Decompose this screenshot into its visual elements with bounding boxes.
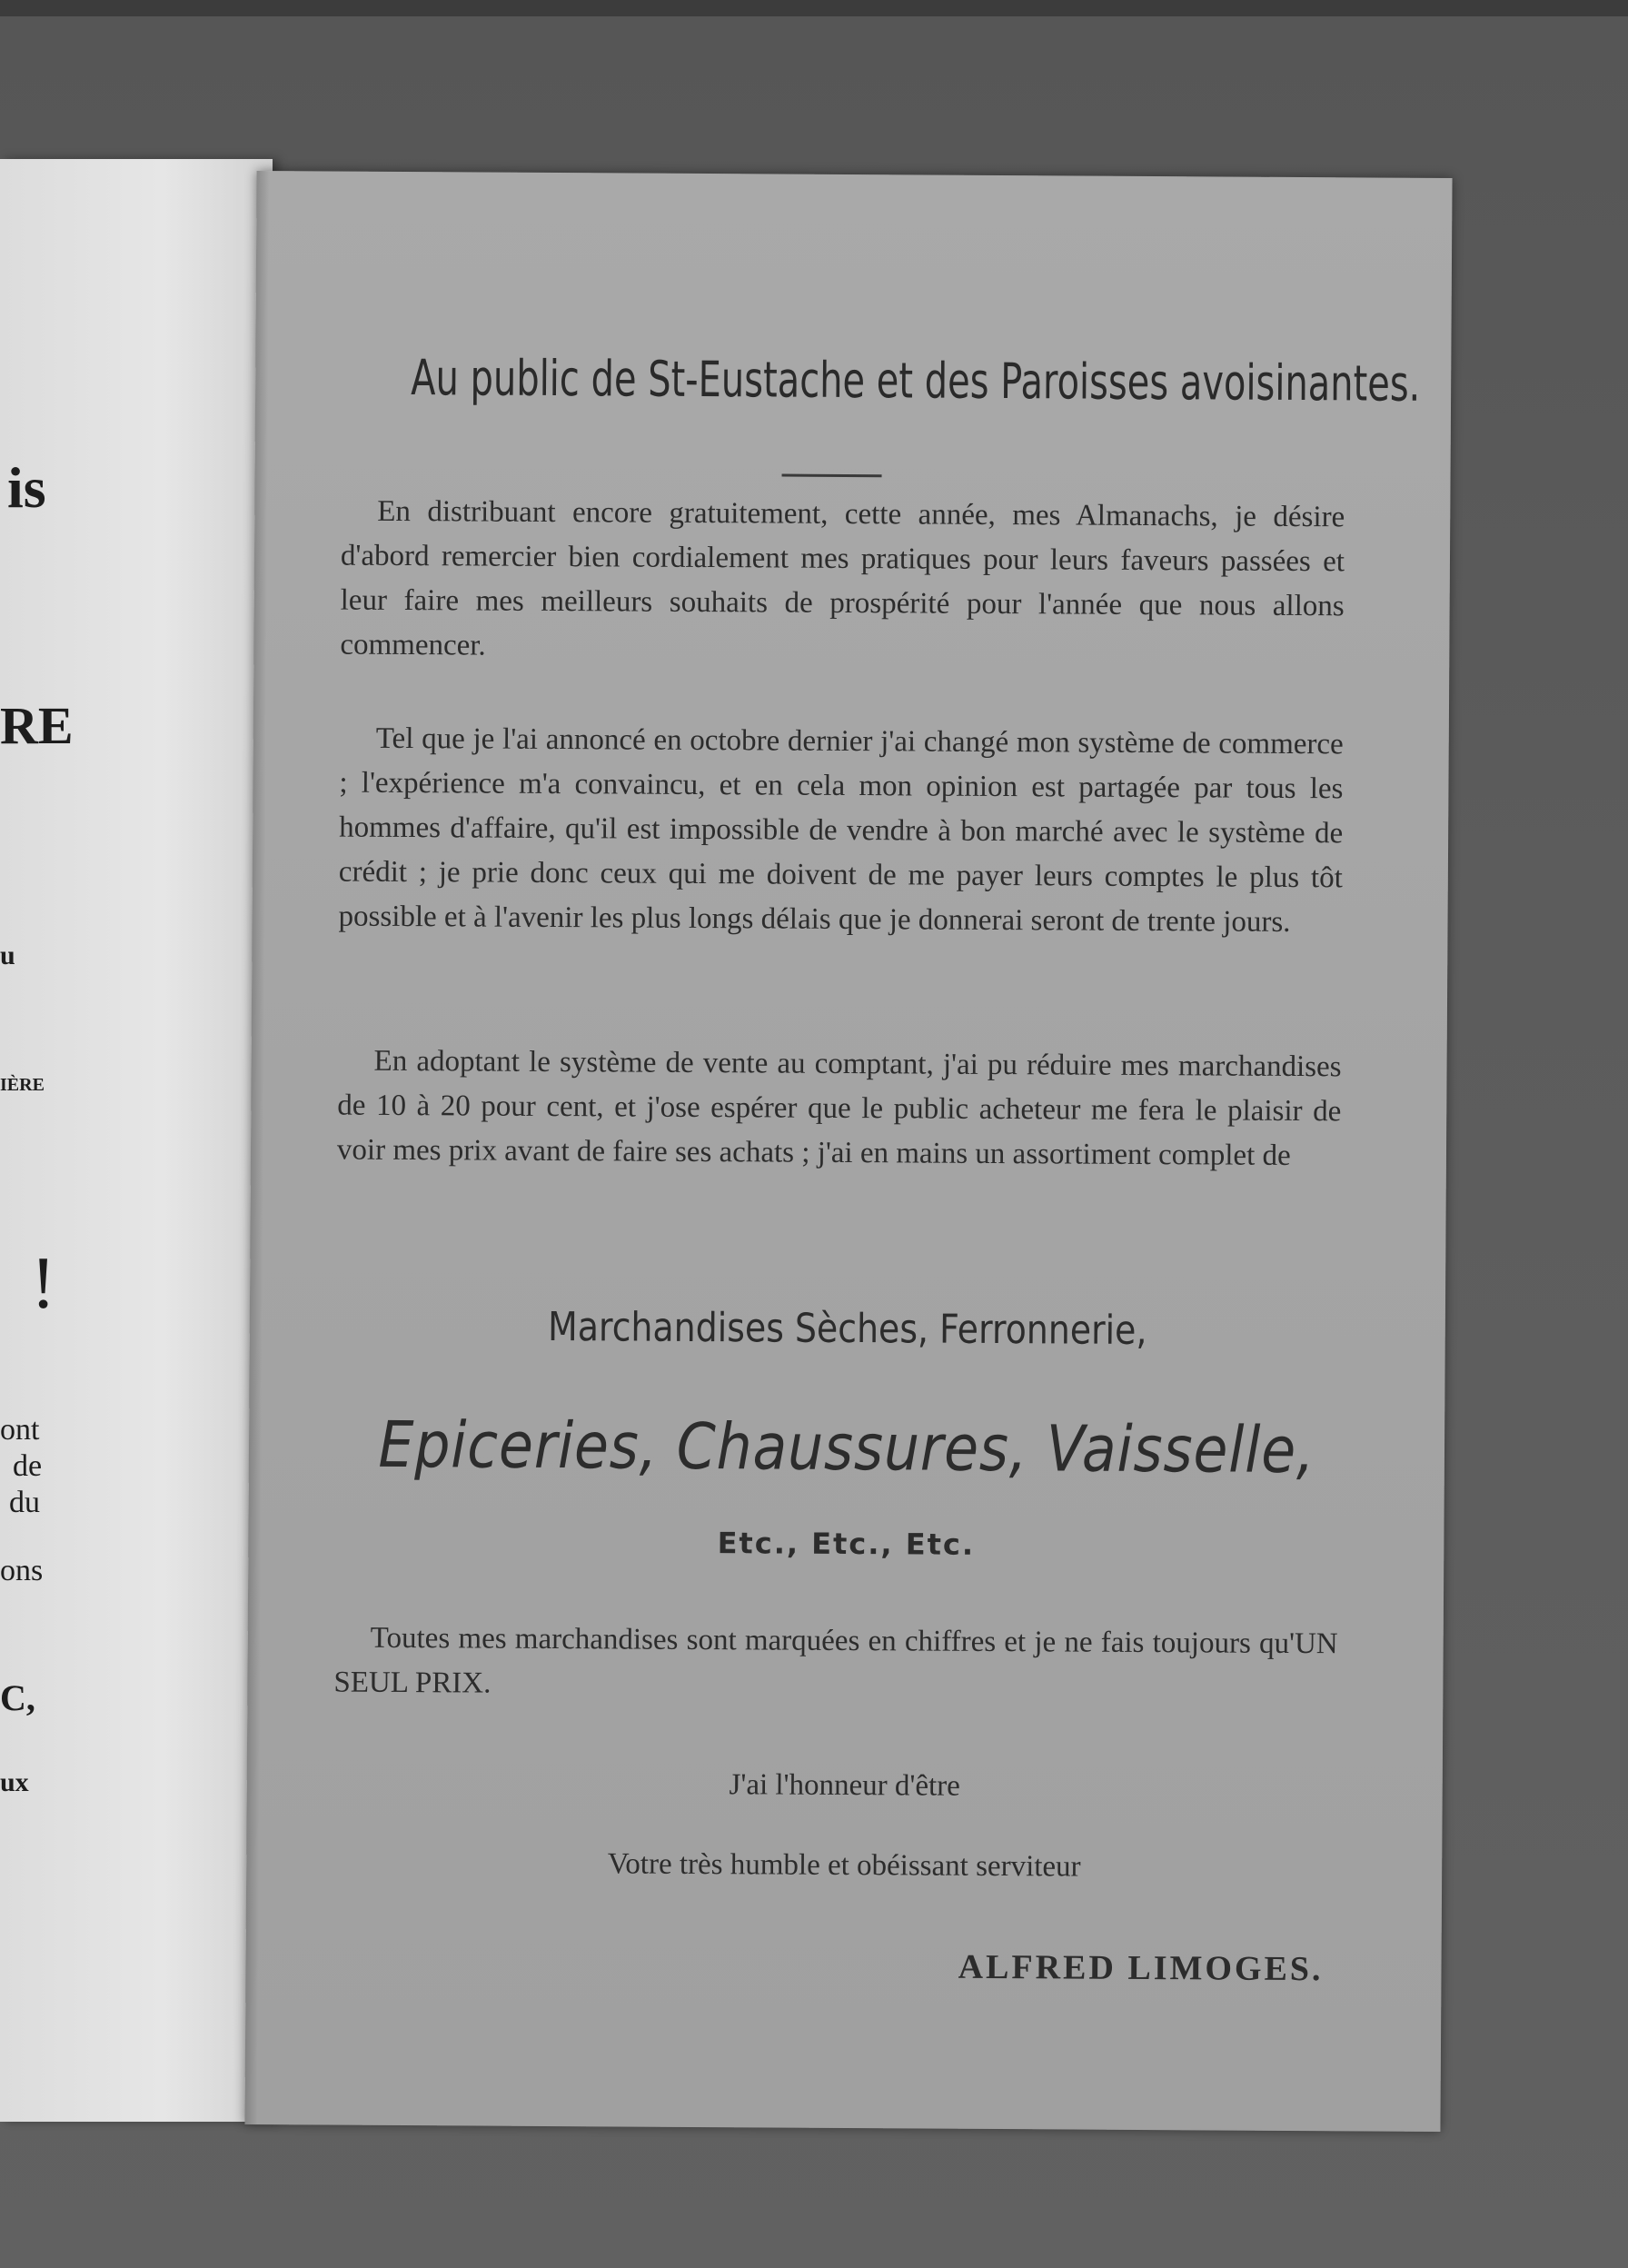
paragraph-1-text: En distribuant encore gratuitement, cette année, mes Almanachs, je désire d'abord remercier bien cordialement mes pratiques pour leurs faveurs passées et leur faire mes meilleurs souhaits de prospérité pour l'année que nous allons commencer. <box>340 494 1345 662</box>
price-paragraph <box>333 1616 1338 1712</box>
goods-heading-etc: Etc., Etc., Etc. <box>717 1526 976 1562</box>
goods-heading-dry-goods: Marchandises Sèches, Ferronnerie, <box>547 1303 1147 1355</box>
left-fragment-8: du <box>9 1486 40 1519</box>
left-fragment-11: ux <box>0 1767 29 1797</box>
almanac-page <box>244 171 1452 2132</box>
left-fragment-2: RE <box>0 696 74 755</box>
price-paragraph-text: Toutes mes marchandises sont marquées en chiffres et je ne fais toujours qu'UN SEUL PRIX. <box>333 1621 1338 1700</box>
left-fragment-1: is <box>7 455 46 520</box>
left-fragment-6: ont <box>0 1413 40 1447</box>
goods-heading-groceries: Epiceries, Chaussures, Vaisselle, <box>378 1407 1315 1488</box>
signature: ALFRED LIMOGES. <box>958 1947 1324 1989</box>
left-fragment-3: u <box>0 940 15 970</box>
closing-servant-line: Votre très humble et obéissant serviteur <box>607 1847 1081 1884</box>
left-fragment-9: ons <box>0 1554 44 1587</box>
paragraph-2 <box>338 717 1343 946</box>
page-title: Au public de St-Eustache et des Paroisses avoisinantes. <box>411 349 1421 413</box>
left-fragment-5: ! <box>31 1241 56 1324</box>
paragraph-3-text: En adoptant le système de vente au comptant, j'ai pu réduire mes marchandises de 10 à 20 pour cent, et j'ose espérer que le public acheteur me fera le plaisir de voir mes prix avant de faire ses achats ; j'ai en mains un assortiment complet de <box>336 1044 1342 1172</box>
title-divider <box>782 474 882 478</box>
paragraph-1 <box>340 490 1345 674</box>
paragraph-3 <box>337 1040 1342 1179</box>
left-facing-page <box>0 159 273 2122</box>
left-fragment-10: C, <box>0 1677 35 1718</box>
scan-top-edge <box>0 0 1628 16</box>
closing-honour-line: J'ai l'honneur d'être <box>729 1768 960 1803</box>
left-fragment-7: de <box>13 1449 43 1483</box>
left-fragment-4: IÈRE <box>0 1075 45 1095</box>
paragraph-2-text: Tel que je l'ai annoncé en octobre dernier j'ai changé mon système de commerce ; l'expérience m'a convaincu, et en cela mon opinion est partagée par tous les hommes d'affaire, qu'il est impossible de vendre à bon marché avec le système de crédit ; je prie donc ceux qui me doivent de me payer leurs comptes le plus tôt possible et à l'avenir les plus longs délais que je donnerai seront de trente jours. <box>338 721 1344 939</box>
